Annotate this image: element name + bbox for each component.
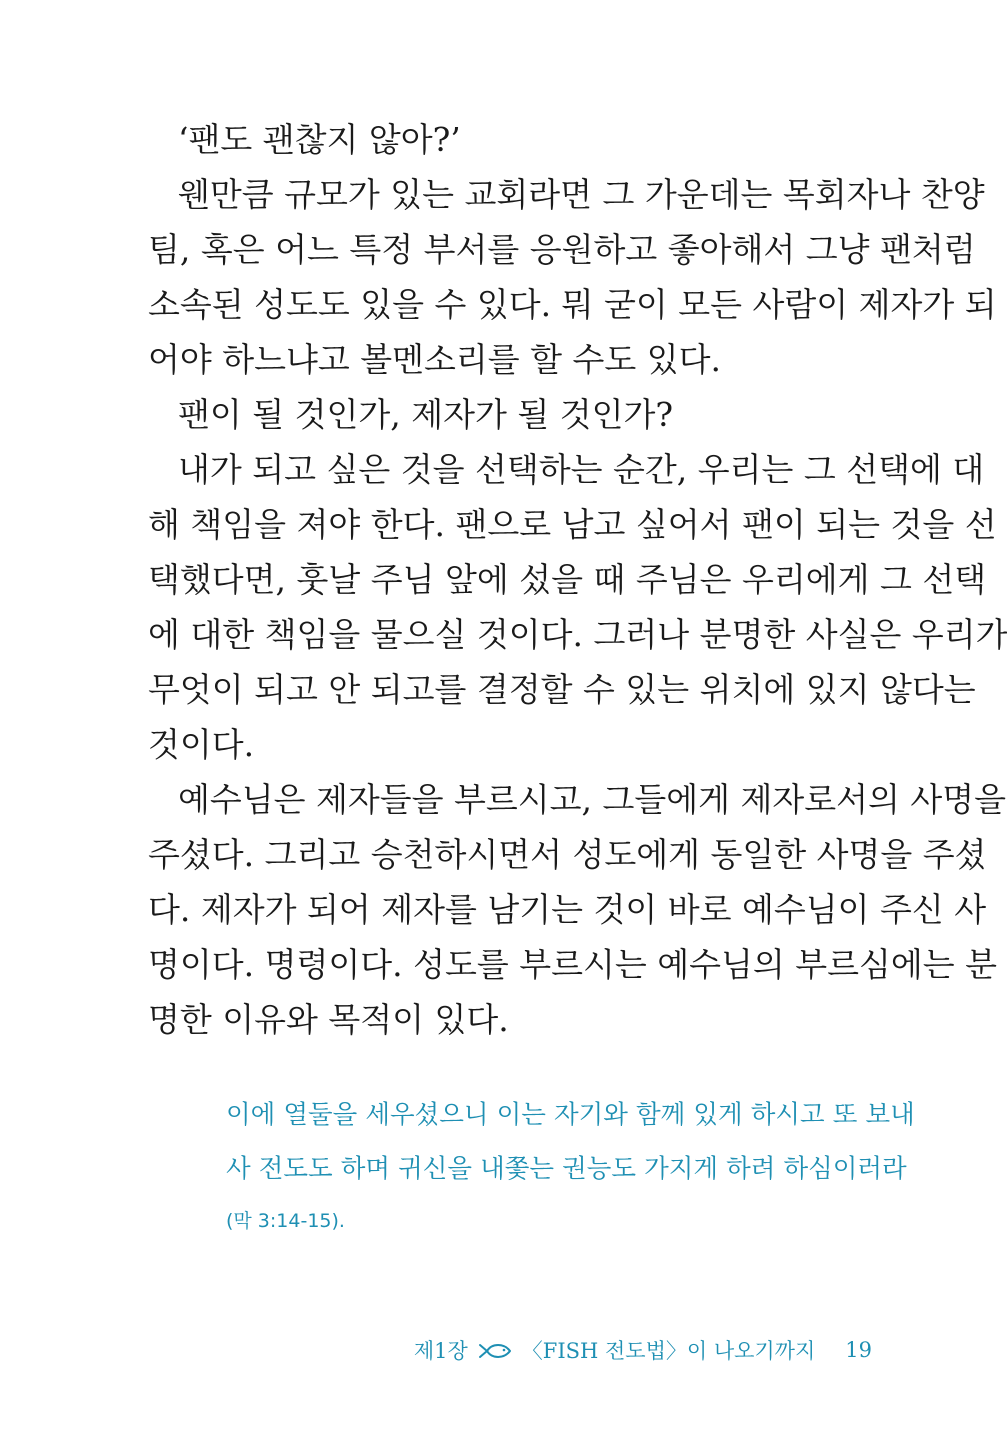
paragraph-line: 명이다. 명령이다. 성도를 부르시는 예수님의 부르심에는 분 xyxy=(148,945,997,984)
chapter-title: 〈FISH 전도법〉이 나오기까지 xyxy=(521,1339,816,1363)
paragraph-line: 것이다. xyxy=(148,725,255,764)
paragraph-line: 웬만큼 규모가 있는 교회라면 그 가운데는 목회자나 찬양 xyxy=(178,175,985,214)
paragraph-line: 내가 되고 싶은 것을 선택하는 순간, 우리는 그 선택에 대 xyxy=(178,450,985,489)
paragraph-line: 주셨다. 그리고 승천하시면서 성도에게 동일한 사명을 주셨 xyxy=(148,835,987,874)
paragraph-line: 예수님은 제자들을 부르시고, 그들에게 제자로서의 사명을 xyxy=(178,780,1007,819)
page-number: 19 xyxy=(845,1338,872,1362)
paragraph-line: 어야 하느냐고 볼멘소리를 할 수도 있다. xyxy=(148,340,721,379)
paragraph-line: 팬이 될 것인가, 제자가 될 것인가? xyxy=(178,395,674,434)
quote-reference: (막 3:14-15). xyxy=(226,1210,345,1232)
paragraph-line: 팀, 혹은 어느 특정 부서를 응원하고 좋아해서 그냥 팬처럼 xyxy=(148,230,976,269)
paragraph-line: ‘팬도 괜찮지 않아?’ xyxy=(178,120,461,159)
body-text xyxy=(148,112,1007,1047)
paragraph-line: 무엇이 되고 안 되고를 결정할 수 있는 위치에 있지 않다는 xyxy=(148,670,976,709)
paragraph-line: 다. 제자가 되어 제자를 남기는 것이 바로 예수님이 주신 사 xyxy=(148,890,987,929)
paragraph-line: 명한 이유와 목적이 있다. xyxy=(148,1000,509,1039)
paragraph-line: 소속된 성도도 있을 수 있다. 뭐 굳이 모든 사람이 제자가 되 xyxy=(148,285,997,324)
paragraph-line: 에 대한 책임을 물으실 것이다. 그러나 분명한 사실은 우리가 xyxy=(148,615,1007,654)
quote-line: 사 전도도 하며 귀신을 내쫓는 권능도 가지게 하려 하심이러라 xyxy=(226,1154,907,1184)
paragraph-line: 택했다면, 훗날 주님 앞에 섰을 때 주님은 우리에게 그 선택 xyxy=(148,560,987,599)
running-footer xyxy=(414,1332,872,1368)
quote-line: 이에 열둘을 세우셨으니 이는 자기와 함께 있게 하시고 또 보내 xyxy=(226,1100,915,1130)
scripture-quote xyxy=(226,1088,915,1246)
chapter-label: 제1장 xyxy=(413,1339,468,1363)
paragraph-line: 해 책임을 져야 한다. 팬으로 남고 싶어서 팬이 되는 것을 선 xyxy=(148,505,997,544)
fish-icon xyxy=(478,1341,512,1359)
